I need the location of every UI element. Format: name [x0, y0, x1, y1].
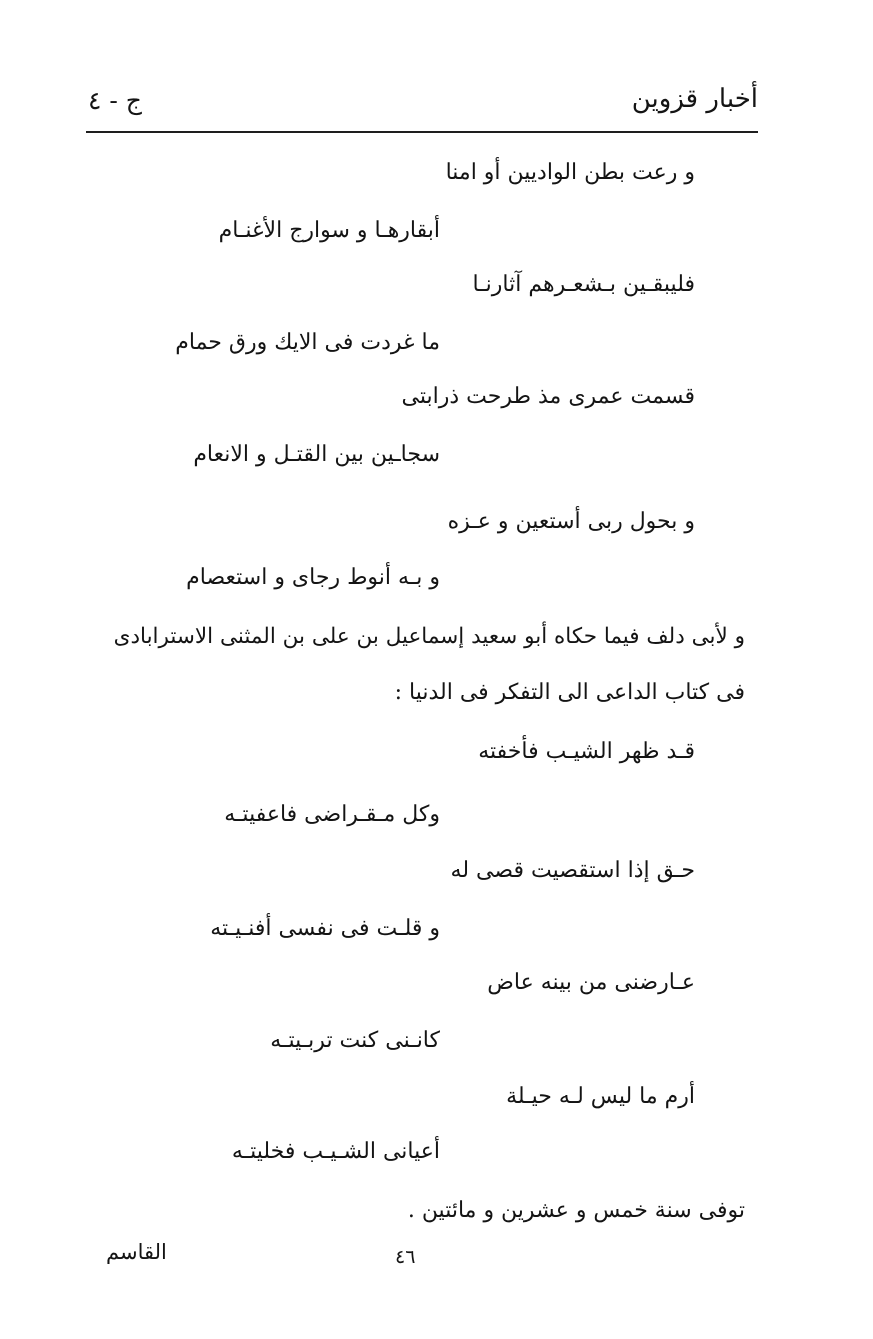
page-number: ٤٦ — [395, 1246, 416, 1268]
verse-line: أعيانى الشـيـب فخليتـه — [231, 1139, 440, 1164]
volume-label: ج - ٤ — [88, 86, 142, 115]
verse-line: أبقارهـا و سوارج الأغنـام — [218, 218, 440, 243]
verse-line: سجاـين بين القتـل و الانعام — [193, 442, 440, 467]
verse-line: عـارضنى من بينه عاض — [487, 970, 695, 995]
verse-line: ما غردت فى الايك ورق حمام — [175, 330, 440, 355]
prose-line: و لأبى دلف فيما حكاه أبو سعيد إسماعيل بن على بن المثنى الاسترابادى — [113, 624, 745, 649]
header-rule — [86, 131, 758, 133]
running-title: أخبار قزوين — [631, 84, 758, 114]
verse-line: و رعت بطن الواديين أو امنا — [445, 160, 695, 185]
prose-line: فى كتاب الداعى الى التفكر فى الدنيا : — [394, 680, 745, 705]
footer-author: القاسم — [106, 1240, 167, 1264]
verse-line: قسمت عمرى مذ طرحت ذرابتى — [401, 384, 695, 409]
verse-line: و قلـت فى نفسى أفنـيـته — [210, 916, 440, 941]
verse-line: وكل مـقـراضى فاعفيتـه — [224, 802, 440, 827]
verse-line: أرم ما ليس لـه حيـلة — [506, 1084, 695, 1109]
verse-line: و بحول ربى أستعين و عـزه — [447, 509, 695, 534]
verse-line: حـق إذا استقصيت قصى له — [450, 858, 695, 883]
verse-line: فليبقـين بـشعـرهم آثارنـا — [472, 272, 695, 297]
verse-line: كانـنى كنت تربـيتـه — [270, 1028, 440, 1053]
closing-line: توفى سنة خمس و عشرين و مائتين . — [407, 1198, 745, 1223]
verse-line: قـد ظهر الشيـب فأخفته — [478, 739, 695, 764]
verse-line: و بـه أنوط رجاى و استعصام — [186, 565, 440, 590]
